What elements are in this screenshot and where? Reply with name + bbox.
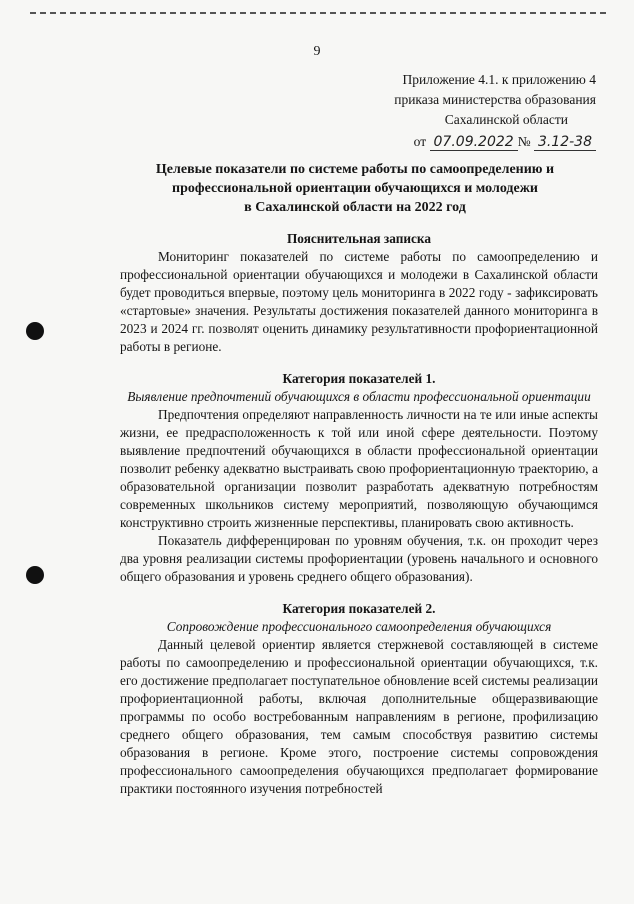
scan-top-edge	[30, 12, 606, 14]
category-2-paragraph-1: Данный целевой ориентир является стержневой составляющей в системе работы по самоопределению и профессиональной ориентации обучающихся, т.к. его достижение предполагает поступательное обновление всей системы реализации профориентационной работы, включая дополнительные общеразвивающие программы по особо востребованным направлениям в регионе, профилизацию среднего общего образования, тем самым способствуя развитию системы образования в регионе. Кроме этого, построение системы сопровождения профессионального самоопределения обучающихся предполагает формирование практики постоянного изучения потребностей	[120, 637, 598, 796]
document-body	[120, 230, 598, 798]
punch-hole-upper	[26, 322, 44, 340]
order-number-label: №	[517, 134, 531, 149]
order-number-handwritten: 3.12-38	[534, 134, 596, 151]
category-1-paragraph-1: Предпочтения определяют направленность личности на те или иные аспекты жизни, ее предрасположенность к той или иной сфере деятельности. Поэтому выявление предпочтений обучающихся в области профессиональной ориентации позволит ребенку адекватно выстраивать свою профориентационную траекторию, а образовательной организации позволит разработать адекватную потребностям современных школьников систему мероприятий, позволяющую обучающимся конструктивно строить жизненные перспективы, планировать свою активность.	[120, 407, 598, 530]
category-1-paragraph-2: Показатель дифференцирован по уровням обучения, т.к. он проходит через два уровня реализации системы профориентации (уровень начального и основного общего образования и уровень среднего общего образования).	[120, 533, 598, 584]
explanatory-note-heading: Пояснительная записка	[286, 231, 432, 246]
page-number: 9	[313, 44, 321, 59]
punch-hole-lower	[26, 566, 44, 584]
explanatory-note-paragraph: Мониторинг показателей по системе работы по самоопределению и профессиональной ориентации обучающихся и молодежи в Сахалинской области будет проводиться впервые, поэтому цель мониторинга в 2022 году - зафиксировать «стартовые» значения. Результаты достижения показателей данного мониторинга в 2023 и 2024 гг. позволят оценить динамику результативности профориентационной работы в регионе.	[120, 249, 598, 354]
category-1-subheading: Выявление предпочтений обучающихся в области профессиональной ориентации	[127, 389, 591, 404]
appendix-line-2: приказа министерства образования	[394, 92, 596, 107]
order-date-handwritten: 07.09.2022	[430, 134, 518, 151]
order-line	[336, 132, 596, 152]
order-prefix: от	[413, 134, 427, 149]
category-1-heading: Категория показателей 1.	[282, 371, 436, 386]
title-line-3: в Сахалинской области на 2022 год	[244, 200, 466, 215]
appendix-line-1: Приложение 4.1. к приложению 4	[402, 72, 596, 87]
appendix-block	[336, 70, 596, 152]
title-line-2: профессиональной ориентации обучающихся и молодежи	[172, 181, 538, 196]
category-2-heading: Категория показателей 2.	[282, 601, 436, 616]
title-line-1: Целевые показатели по системе работы по самоопределению и	[155, 162, 555, 177]
document-title	[120, 160, 590, 217]
appendix-line-3: Сахалинской области	[444, 112, 568, 127]
category-2-subheading: Сопровождение профессионального самоопределения обучающихся	[166, 619, 552, 634]
